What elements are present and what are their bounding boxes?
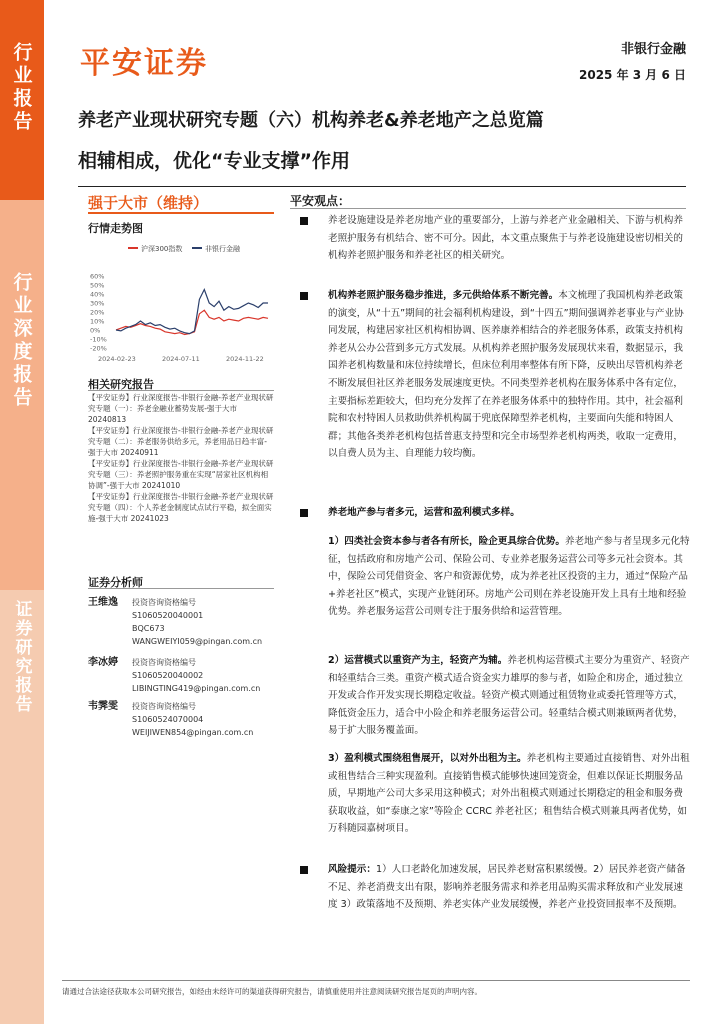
x-tick-label: 2024-11-22 [226, 355, 264, 363]
legend-label: 非银行金融 [205, 245, 240, 253]
analyst-qual: 投资咨询资格编号 [132, 658, 196, 667]
analyst-card [88, 700, 274, 742]
bullet-icon [300, 866, 308, 874]
analyst-name: 韦霁雯 [88, 701, 118, 712]
report-title-line2: 相辅相成，优化“专业支撑”作用 [78, 150, 350, 172]
analyst-id: S1060520040001 [132, 611, 204, 620]
y-tick-label: 30% [90, 299, 105, 308]
analyst-extra-id: BQC673 [132, 624, 165, 633]
view-paragraph-6 [328, 750, 690, 838]
trend-chart [88, 236, 274, 368]
view-divider [290, 208, 686, 209]
view-paragraph-6-body: 养老机构主要通过直接销售、对外出租或租售结合三种实现盈利。直接销售模式能够快速回笼资金，但难以保证长期服务品质，早期地产公司大多采用这种模式；对外出租模式则通过长期稳定的租金和服务费获取收益，如“泰康之家”等险企 CCRC 养老社区；租售结合模式则兼具两者优势，如万科随园嘉树项目。 [328, 753, 690, 835]
analyst-id: S1060520040002 [132, 671, 204, 680]
trend-chart-svg [88, 236, 274, 368]
analyst-id: S1060524070004 [132, 715, 204, 724]
rating-underline [88, 212, 274, 214]
analyst-info [132, 656, 260, 695]
header-divider [78, 186, 686, 187]
view-paragraph-4-lead: 1）四类社会资本参与者各有所长，险企更具综合优势。 [328, 536, 565, 547]
analyst-qual: 投资咨询资格编号 [132, 702, 196, 711]
report-date: 2025 年 3 月 6 日 [579, 68, 686, 82]
side-label-deep: 行业深度报告 [10, 272, 33, 410]
report-title-line1: 养老产业现状研究专题（六）机构养老&养老地产之总览篇 [78, 110, 544, 131]
bullet-icon [300, 292, 308, 300]
analyst-card [88, 656, 274, 698]
view-paragraph-1: 养老设施建设是养老房地产业的重要部分，上游与养老产业金融相关、下游与机构养老照护服务有机结合、密不可分。因此，本文重点聚焦于与养老设施建设密切相关的机构养老照护服务和养老社区的相关研究。 [328, 215, 683, 262]
side-label-research: 证券研究报告 [11, 600, 32, 714]
y-tick-label: 10% [90, 317, 105, 326]
view-paragraph-3 [328, 504, 690, 522]
analyst-info [132, 596, 262, 648]
analyst-name: 李冰婷 [88, 657, 118, 668]
trend-title: 行情走势图 [88, 222, 143, 235]
bullet-icon [300, 509, 308, 517]
view-paragraph-7-body: 1）人口老龄化加速发展，居民养老财富积累缓慢。2）居民养老资产储备不足、养老消费支出有限，影响养老服务需求和养老用品购买需求释放和产业发展速度 3）政策落地不及预期、养老实体产业发展缓慢，养老产业投资回报率不及预期。 [328, 864, 686, 911]
related-item[interactable]: 【平安证券】行业深度报告-非银行金融-养老产业现状研究专题（四）：个人养老金制度试点试行平稳，拟全面实施-强于大市 20241023 [88, 492, 274, 523]
y-tick-label: 50% [90, 281, 105, 290]
company-logo: 平安证券 [80, 46, 208, 81]
analyst-qual: 投资咨询资格编号 [132, 598, 196, 607]
bullet-icon [300, 217, 308, 225]
legend-label: 沪深300指数 [141, 245, 183, 253]
analyst-info [132, 700, 253, 739]
related-item[interactable]: 【平安证券】行业深度报告-非银行金融-养老产业现状研究专题（二）：养老服务供给多元，养老用品日趋丰富-强于大市 20240911 [88, 426, 274, 457]
view-paragraph-4 [328, 533, 690, 621]
view-title: 平安观点： [290, 194, 351, 208]
industry-label: 非银行金融 [620, 42, 686, 57]
view-paragraph-3-lead: 养老地产参与者多元，运营和盈利模式多样。 [328, 507, 520, 518]
view-paragraph-2-lead: 机构养老照护服务稳步推进，多元供给体系不断完善。 [328, 290, 559, 301]
view-paragraph-2 [328, 287, 690, 463]
x-tick-label: 2024-07-11 [162, 355, 200, 363]
y-tick-label: -10% [90, 335, 107, 344]
related-title: 相关研究报告 [88, 378, 154, 391]
side-section-deep [0, 200, 44, 590]
view-paragraph-7-lead: 风险提示： [328, 864, 376, 875]
view-paragraph-5-body: 养老机构运营模式主要分为重资产、轻资产和轻重结合三类。重资产模式适合资金实力雄厚的参与者，如险企和房企，通过独立开发或合作开发实现长期稳定收益。轻资产模式则通过租赁物业或委托管理等方式，降低资金压力，适合中小险企和养老服务运营公司。轻重结合模式则兼顾两者优势，易于扩大服务覆盖面。 [328, 655, 690, 737]
analyst-name: 王维逸 [88, 597, 118, 608]
y-tick-label: 0% [90, 326, 101, 335]
analyst-divider [88, 588, 274, 589]
side-strip [0, 0, 44, 1024]
view-paragraph-2-body: 本文梳理了我国机构养老政策的演变，从“十五”期间的社会福利机构建设，到“十四五”期间强调养老事业与产业协同发展，构建居家社区机构相协调、医养康养相结合的养老服务体系，政策支持机构养老从公办公营到多元方式发展。从机构养老照护服务发展现状来看，数据显示，我国养老机构数量和床位持续增长，但床位利用率整体有所下降，反映出尽管机构养老不断发展但社区养老服务发展速度更快。不同类型养老机构在服务体系中各有定位，主要指标差距较大，但均充分发挥了在养老服务体系中的独特作用。其中，社会福利院和农村特困人员救助供养机构属于兜底保障型养老机构，主要面向失能和特困人群；其他各类养老机构包括普惠支持型和完全市场型养老机构两类，收取一定费用，以自费人员为主、自理能力较均衡。 [328, 290, 684, 460]
x-tick-label: 2024-02-23 [98, 355, 136, 363]
analyst-title: 证券分析师 [88, 576, 143, 589]
related-item[interactable]: 【平安证券】行业深度报告-非银行金融-养老产业现状研究专题（三）：养老照护服务重在实现“居家社区机构相协调”-强于大市 20241010 [88, 459, 274, 490]
y-tick-label: -20% [90, 344, 107, 353]
side-section-research [0, 590, 44, 1024]
footer-disclaimer: 请通过合法途径获取本公司研究报告，如经由未经许可的渠道获得研究报告，请慎重使用并注意阅读研究报告尾页的声明内容。 [62, 987, 482, 996]
view-paragraph-6-lead: 3）盈利模式围绕租售展开，以对外出租为主。 [328, 753, 527, 764]
y-tick-label: 60% [90, 272, 105, 281]
view-paragraph-4-body: 养老地产参与者呈现多元化特征，包括政府和房地产公司、保险公司、专业养老服务运营公司等多元社会资本。其中，保险公司凭借资金、客户和资源优势，成为养老社区投资的主力，通过“保险产品+养老社区”模式，实现产业链闭环。房地产公司则在养老设施开发上具有土地和经验优势。养老服务运营公司则专注于服务供给和运营管理。 [328, 536, 690, 618]
analyst-email[interactable]: LIBINGTING419@pingan.com.cn [132, 684, 261, 693]
series-line [116, 290, 268, 334]
view-paragraph-5-lead: 2）运营模式以重资产为主，轻资产为辅。 [328, 655, 508, 666]
related-list [88, 392, 274, 524]
rating-label: 强于大市（维持） [88, 194, 209, 212]
side-section-report [0, 0, 44, 200]
side-label-report: 行业报告 [10, 42, 33, 134]
related-divider [88, 390, 274, 391]
analyst-email[interactable]: WANGWEIYI059@pingan.com.cn [132, 637, 263, 646]
y-tick-label: 20% [90, 308, 105, 317]
view-paragraph-5 [328, 652, 690, 740]
view-paragraph-7 [328, 861, 690, 914]
footer-divider [62, 980, 690, 981]
related-item[interactable]: 【平安证券】行业深度报告-非银行金融-养老产业现状研究专题（一）：养老金融业蓄势发展-强于大市 20240813 [88, 393, 274, 424]
analyst-email[interactable]: WEIJIWEN854@pingan.com.cn [132, 728, 254, 737]
y-tick-label: 40% [90, 290, 105, 299]
analyst-card [88, 596, 274, 652]
